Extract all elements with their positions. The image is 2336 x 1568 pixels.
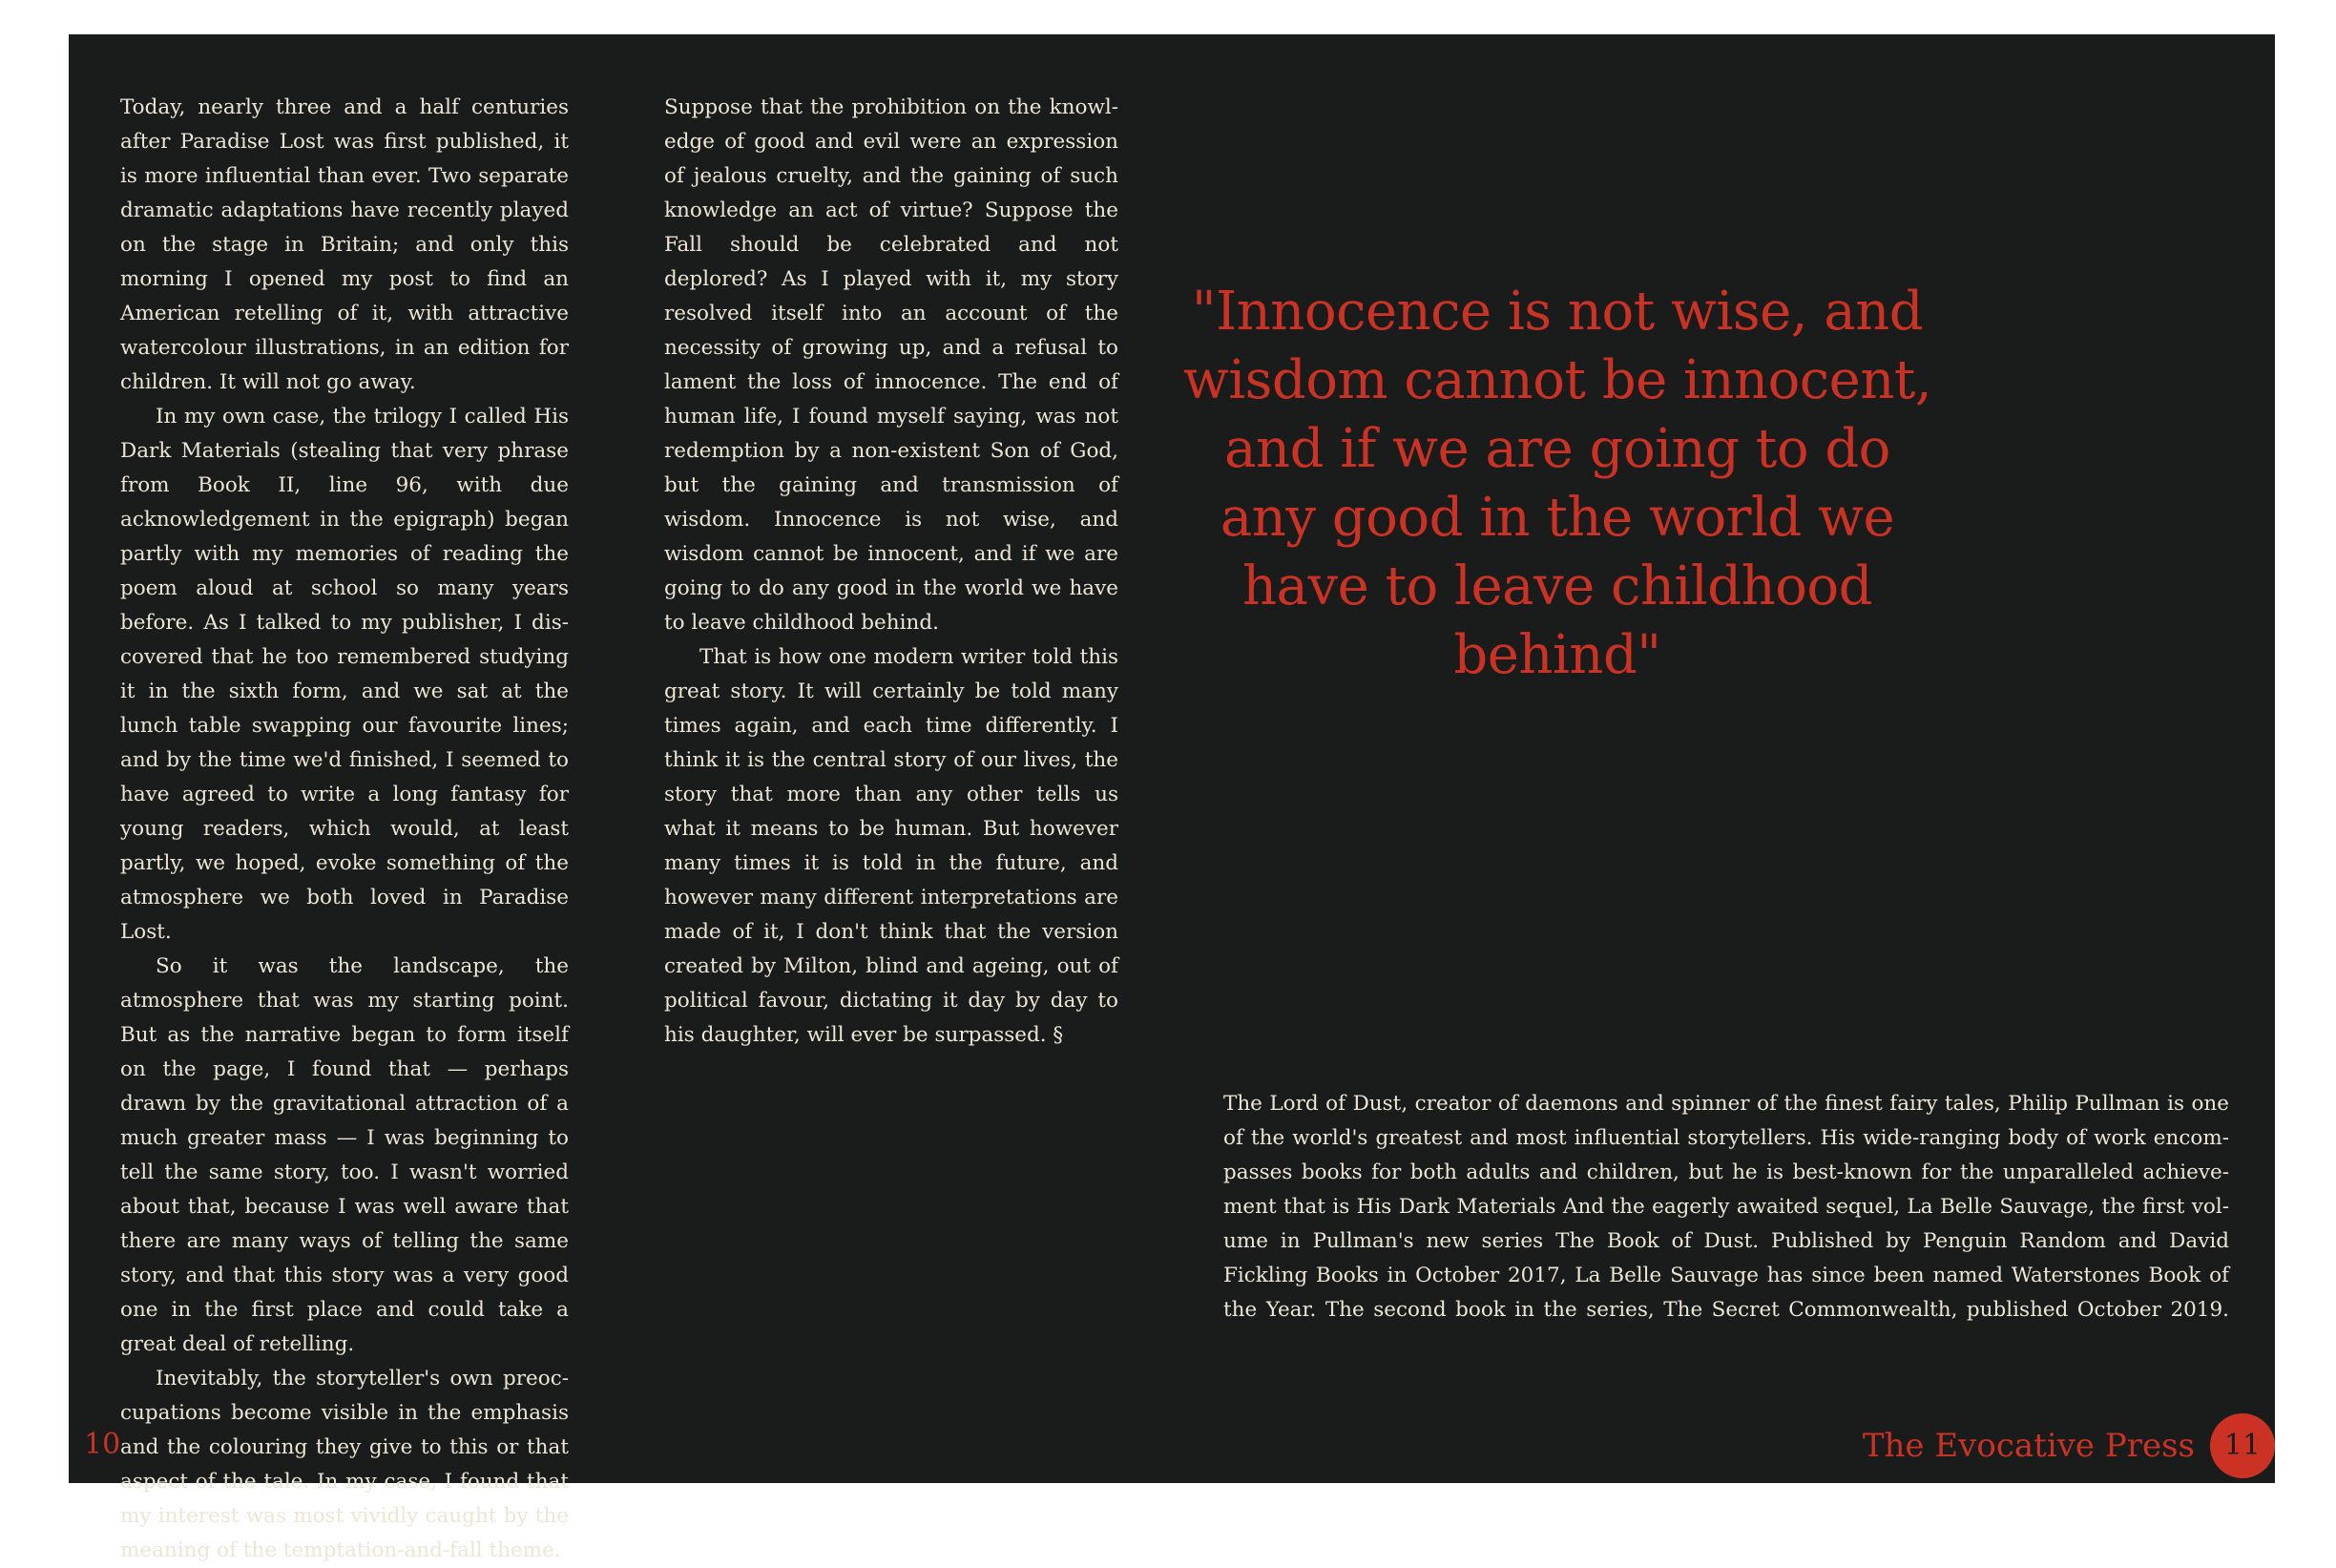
paragraph: In my own case, the trilogy I called His Dark Materials (stealing that very phrase from Book II, line 96, with due acknowledgement in the epigraph) began partly with my memories of reading the poem aloud at school so many years before. As I talked to my publisher, I discovered that he too remembered studying it in the sixth form, and we sat at the lunch table swapping our favourite lines; and by the time we'd finished, I seemed to have agreed to write a long fantasy for young readers, which would, at least partly, we hoped, evoke something of the atmosphere we both loved in Paradise Lost. xyxy=(120,405,569,944)
right-page-number: 11 xyxy=(2210,1413,2275,1478)
paragraph: So it was the landscape, the atmosphere that was my starting point. But as the narrative began to form itself on the page, I found that — perhaps drawn by the gravitational attraction of a much greater mass — I was beginning to tell the same story, too. I wasn't worried about that, because I was well aware that there are many ways of telling the same story, and that this story was a very good one in the first place and could take a great deal of retelling. xyxy=(120,954,569,1356)
paragraph: Inevitably, the storyteller's own preoccupations become visible in the emphasis and the colouring they give to this or that aspect of the tale. In my case, I found that my interest was most vividly caught by the meaning of the temptation-and-fall theme. xyxy=(120,1367,569,1562)
magazine-spread xyxy=(69,34,2275,1562)
author-bio: The Lord of Dust, creator of daemons and spinner of the finest fairy tales, Philip Pullman is one of the world's greatest and most influential storytellers. His wide-ranging body of work encompasses books for both adults and children, but he is best-known for the unparalleled achievement that is His Dark Materials And the eagerly awaited sequel, La Belle Sauvage, the first volume in Pullman's new series The Book of Dust. Published by Penguin Random and David Fickling Books in October 2017, La Belle Sauvage has since been named Waterstones Book of the Year. The second book in the series, The Secret Commonwealth, published October 2019. xyxy=(1223,1092,2229,1322)
paragraph: Today, nearly three and a half centuries after Paradise Lost was first published, it is more influential than ever. Two separate dramatic adaptations have recently played on the stage in Britain; and only this morning I opened my post to find an American retelling of it, with attractive watercolour illustrations, in an edition for children. It will not go away. xyxy=(120,95,569,394)
publication-name: The Evocative Press xyxy=(1862,1427,2195,1465)
paragraph: Suppose that the prohibition on the knowledge of good and evil were an expression of jealous cruelty, and the gaining of such knowledge an act of virtue? Suppose the Fall should be celebrated and not deplored? As I played with it, my story resolved itself into an account of the necessity of growing up, and a refusal to lament the loss of innocence. The end of human life, I found myself saying, was not redemption by a non-existent Son of God, but the gaining and transmission of wisdom. Innocence is not wise, and wisdom cannot be innocent, and if we are going to do any good in the world we have to leave childhood behind. xyxy=(664,95,1118,635)
pull-quote: "Innocence is not wise, and wisdom cannot be innocent, and if we are going to do any good in the world we have to leave childhood behind" xyxy=(1182,281,1932,686)
middle-column xyxy=(664,91,1118,1053)
left-page-number: 10 xyxy=(84,1428,121,1461)
paragraph: That is how one modern writer told this great story. It will certainly be told many times again, and each time differently. I think it is the central story of our lives, the story that more than any other tells us what it means to be human. But however many times it is told in the future, and however many different interpretations are made of it, I don't think that the version created by Milton, blind and ageing, out of political favour, dictating it day by day to his daughter, will ever be surpassed. § xyxy=(664,645,1118,1047)
left-column xyxy=(120,91,569,1568)
